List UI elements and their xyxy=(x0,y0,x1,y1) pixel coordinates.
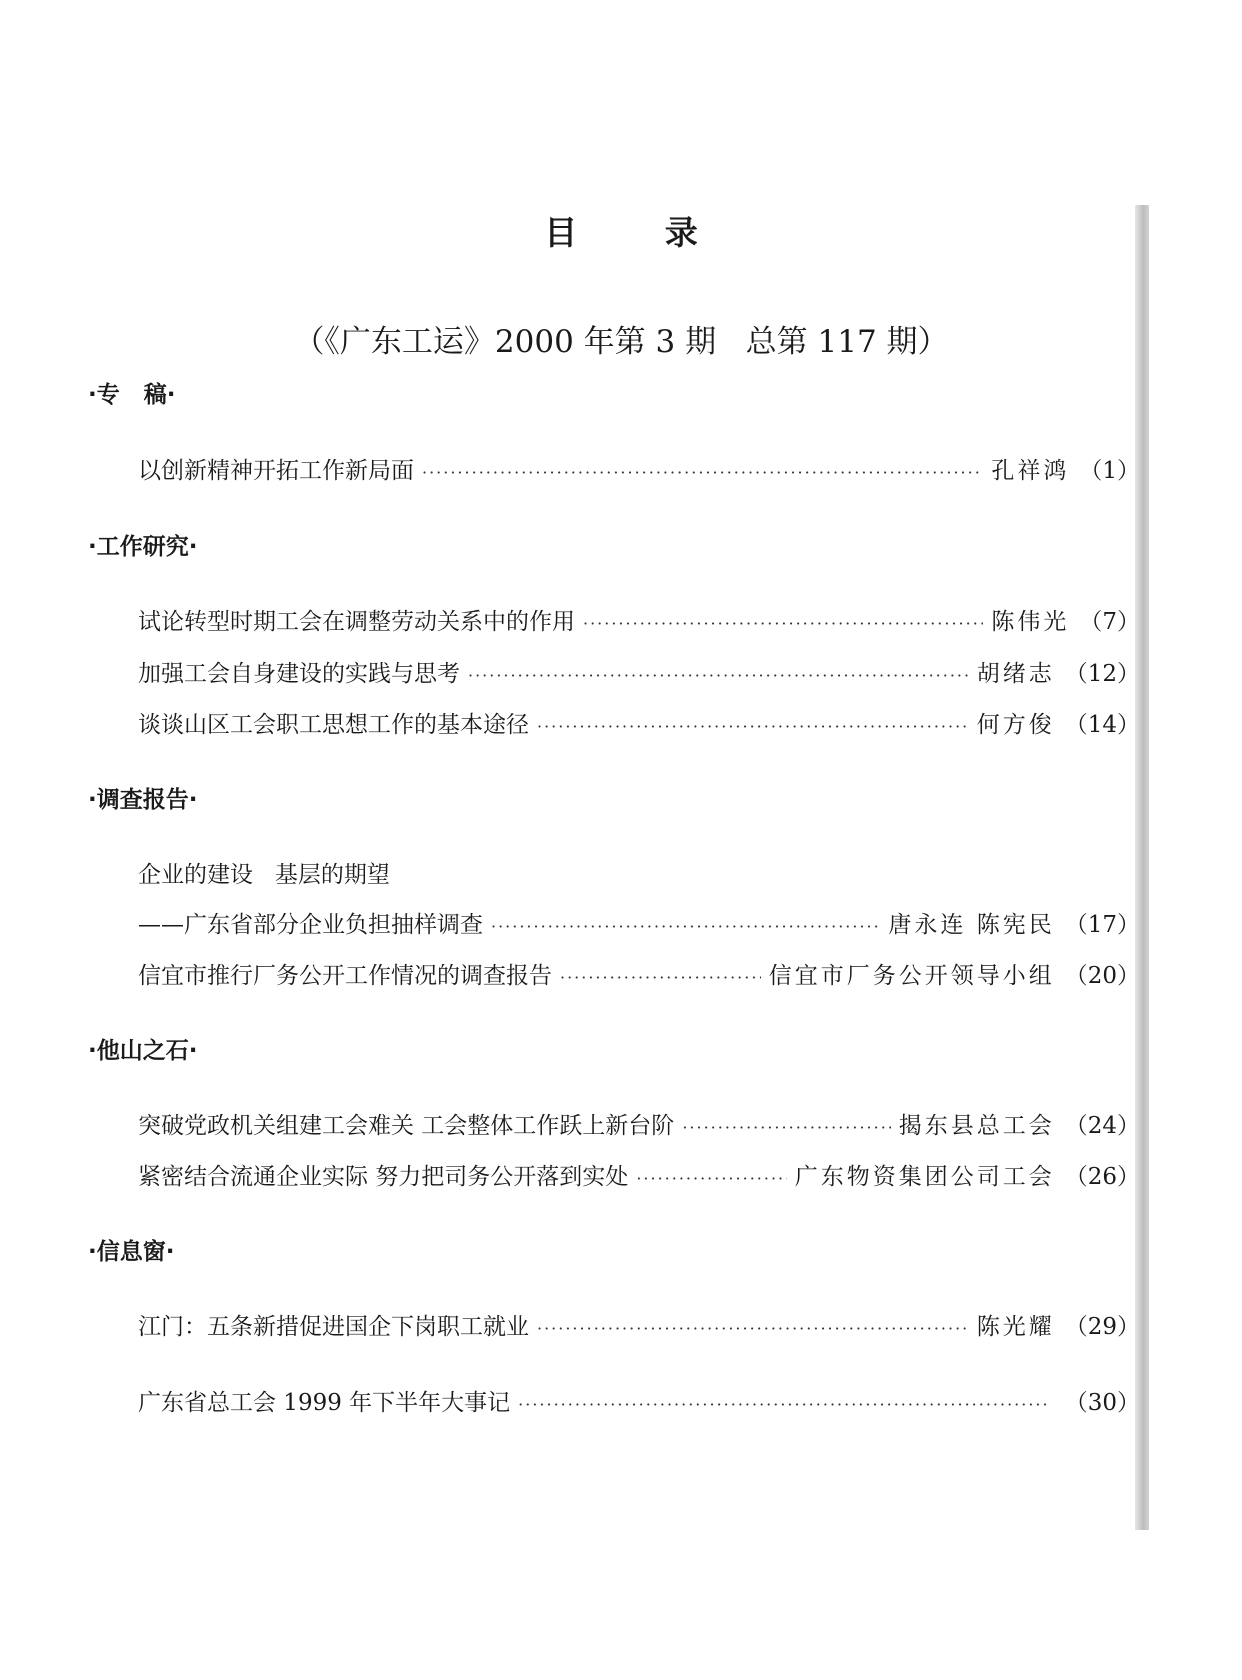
entry-author: 信宜市厂务公开领导小组 xyxy=(768,963,1055,989)
entry-title: 紧密结合流通企业实际 努力把司务公开落到实处 xyxy=(138,1164,629,1190)
entry-page: （1） xyxy=(1079,458,1140,484)
dot-leader xyxy=(491,917,880,936)
entry-title: 信宜市推行厂务公开工作情况的调查报告 xyxy=(138,963,552,989)
entry-main-title[interactable]: 企业的建设 基层的期望 xyxy=(138,862,390,888)
toc-entry[interactable] xyxy=(138,706,1140,740)
entry-author: 胡绪志 xyxy=(976,661,1055,687)
dot-leader xyxy=(682,1118,890,1137)
entry-author: 孔祥鸿 xyxy=(991,458,1070,484)
entry-author: 何方俊 xyxy=(976,712,1055,738)
toc-entry[interactable] xyxy=(138,1308,1140,1342)
entry-page: （29） xyxy=(1064,1314,1140,1340)
toc-entry[interactable] xyxy=(138,603,1140,637)
page-title: 目 录 xyxy=(544,213,736,252)
entry-title: 突破党政机关组建工会难关 工会整体工作跃上新台阶 xyxy=(138,1113,675,1139)
dot-leader xyxy=(560,968,761,987)
dot-leader xyxy=(537,717,969,736)
dot-leader xyxy=(537,1319,969,1338)
toc-entry[interactable] xyxy=(138,1107,1140,1141)
section-heading: ·专 稿· xyxy=(88,382,176,408)
toc-entry[interactable] xyxy=(138,906,1140,940)
section-heading: ·调查报告· xyxy=(88,787,198,813)
dot-leader xyxy=(468,666,969,685)
entry-title: 江门：五条新措促进国企下岗职工就业 xyxy=(138,1314,529,1340)
toc-entry[interactable] xyxy=(138,1158,1140,1192)
entry-title: ——广东省部分企业负担抽样调查 xyxy=(138,912,483,938)
entry-title: 加强工会自身建设的实践与思考 xyxy=(138,661,460,687)
entry-author: 揭东县总工会 xyxy=(898,1113,1055,1139)
section-heading: ·信息窗· xyxy=(88,1239,175,1265)
entry-title: 以创新精神开拓工作新局面 xyxy=(138,458,414,484)
toc-entry[interactable] xyxy=(138,957,1140,991)
entry-page: （14） xyxy=(1064,712,1140,738)
entry-page: （12） xyxy=(1064,661,1140,687)
dot-leader xyxy=(636,1169,786,1188)
section-heading: ·他山之石· xyxy=(88,1038,198,1064)
section-heading: ·工作研究· xyxy=(88,534,198,560)
toc-entry[interactable] xyxy=(138,655,1140,689)
dot-leader xyxy=(422,463,983,482)
toc-entry[interactable] xyxy=(138,1384,1140,1418)
entry-page: （17） xyxy=(1064,912,1140,938)
entry-title: 试论转型时期工会在调整劳动关系中的作用 xyxy=(138,609,575,635)
entry-author: 唐永连 陈宪民 xyxy=(888,912,1055,938)
toc-entry[interactable] xyxy=(138,452,1140,486)
entry-page: （30） xyxy=(1064,1390,1140,1416)
entry-author: 陈伟光 xyxy=(991,609,1070,635)
entry-page: （7） xyxy=(1079,609,1140,635)
entry-page: （20） xyxy=(1064,963,1140,989)
entry-author: 陈光耀 xyxy=(976,1314,1055,1340)
entry-title: 谈谈山区工会职工思想工作的基本途径 xyxy=(138,712,529,738)
entry-author: 广东物资集团公司工会 xyxy=(794,1164,1055,1190)
entry-page: （24） xyxy=(1064,1113,1140,1139)
dot-leader xyxy=(518,1395,1047,1414)
entry-title: 广东省总工会 1999 年下半年大事记 xyxy=(138,1390,511,1416)
dot-leader xyxy=(583,614,983,633)
issue-subtitle: （《广东工运》2000 年第 3 期 总第 117 期） xyxy=(293,324,949,360)
entry-page: （26） xyxy=(1064,1164,1140,1190)
